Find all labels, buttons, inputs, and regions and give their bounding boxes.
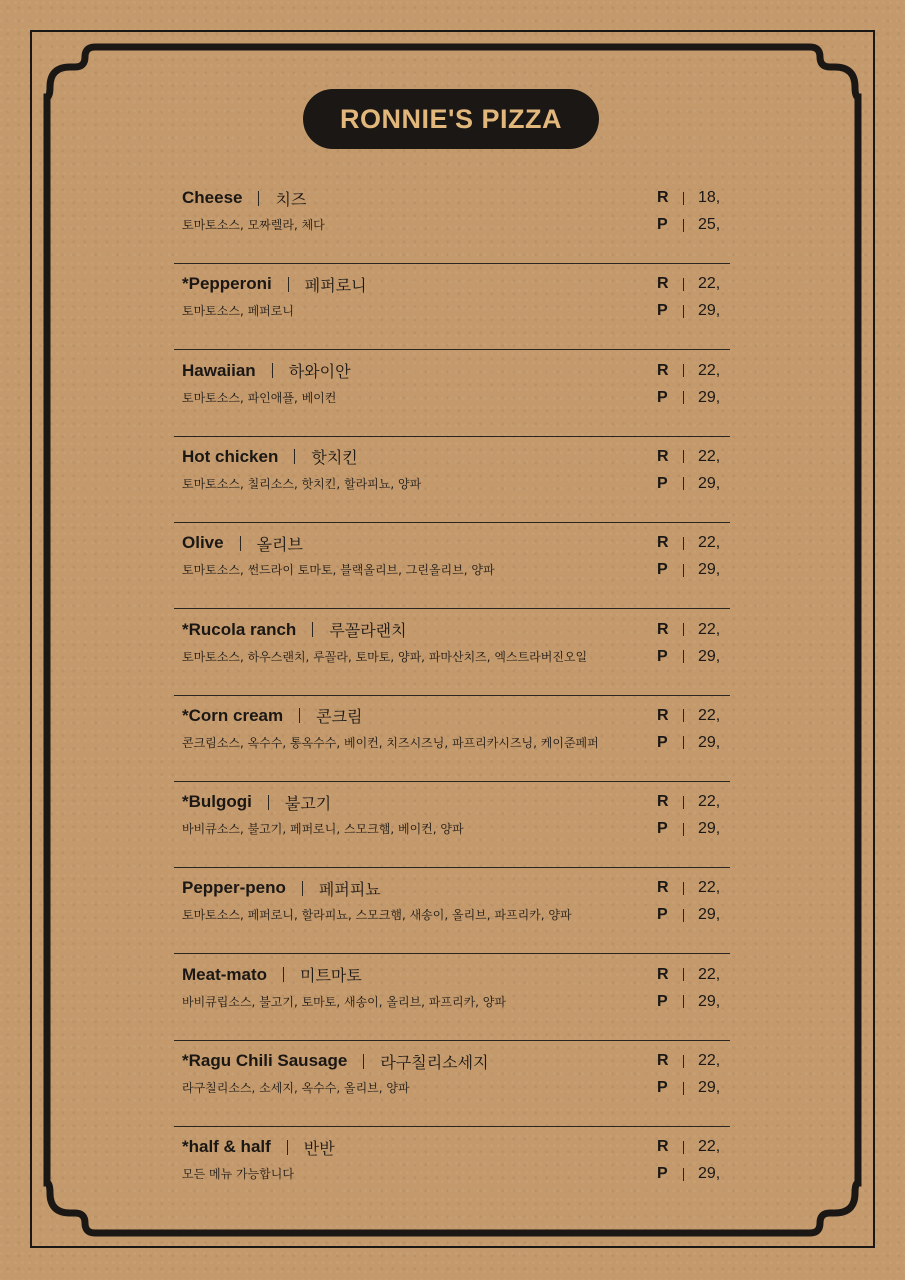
size-label-regular: R (657, 1138, 669, 1156)
price-divider (683, 278, 684, 291)
name-divider (283, 967, 284, 982)
item-name-en: Cheese (182, 188, 243, 207)
price-divider (683, 537, 684, 550)
item-name-ko: 라구칠리소세지 (380, 1052, 489, 1072)
item-name-en: *half & half (182, 1137, 271, 1157)
price-value: 22, (698, 361, 721, 379)
price-value: 22, (698, 620, 721, 638)
title-banner (303, 89, 599, 149)
price-divider (683, 968, 684, 981)
regular-price (657, 877, 730, 899)
price-value: 22, (698, 879, 721, 897)
personal-price (657, 991, 730, 1013)
item-description: 토마토소스, 썬드라이 토마토, 블랙올리브, 그린올리브, 양파 (182, 563, 495, 578)
personal-price (657, 646, 730, 668)
name-divider (240, 536, 241, 551)
price-divider (683, 564, 684, 577)
regular-price (657, 446, 730, 468)
price-divider (683, 823, 684, 836)
item-name-ko: 콘크림 (316, 707, 363, 727)
item-name-en: *Rucola ranch (182, 619, 297, 639)
name-divider (363, 1054, 364, 1069)
item-name-en: Olive (182, 533, 224, 553)
menu-item (178, 351, 730, 437)
price-divider (683, 1141, 684, 1154)
item-name-row (182, 446, 358, 468)
size-label-personal: P (657, 1165, 668, 1183)
price-value: 22, (698, 965, 721, 983)
size-label-personal: P (657, 992, 668, 1010)
price-value: 29, (698, 906, 721, 924)
menu-item (178, 955, 730, 1041)
item-description: 토마토소스, 칠리소스, 핫치킨, 할라피뇨, 양파 (182, 476, 422, 491)
name-divider (299, 708, 300, 723)
menu-item (178, 437, 730, 523)
item-name-ko: 루꼴라랜치 (329, 621, 407, 640)
regular-price (657, 273, 730, 295)
price-divider (683, 192, 684, 205)
item-name-ko: 페퍼피뇨 (318, 879, 381, 899)
item-name-row (182, 705, 362, 727)
item-description: 토마토소스, 파인애플, 베이컨 (182, 390, 337, 405)
price-value: 25, (698, 216, 721, 233)
item-description: 모든 메뉴 가능합니다 (182, 1167, 294, 1182)
name-divider (312, 622, 313, 637)
price-value: 29, (698, 302, 721, 320)
price-divider (683, 623, 684, 636)
name-divider (272, 363, 273, 378)
price-divider (683, 305, 684, 318)
item-name-en: *Ragu Chili Sausage (182, 1051, 348, 1070)
size-label-regular: R (657, 706, 669, 724)
size-label-personal: P (657, 474, 668, 492)
regular-price (657, 964, 730, 986)
item-name-row (182, 360, 351, 382)
menu-item (178, 523, 730, 609)
size-label-regular: R (657, 447, 669, 465)
menu-item (178, 610, 730, 696)
menu-item (178, 1041, 730, 1127)
item-name-ko: 페퍼로니 (304, 275, 367, 295)
price-divider (683, 796, 684, 809)
price-value: 22, (698, 275, 721, 293)
size-label-regular: R (657, 793, 669, 811)
price-divider (683, 882, 684, 895)
regular-price (657, 1136, 730, 1158)
item-name-row (182, 273, 367, 295)
item-name-ko: 불고기 (284, 793, 332, 813)
item-name-en: Pepper-peno (182, 878, 286, 898)
price-value: 29, (698, 388, 721, 406)
name-divider (288, 277, 289, 292)
price-divider (683, 709, 684, 722)
item-name-en: *Corn cream (182, 705, 284, 725)
price-divider (683, 909, 684, 922)
item-description: 토마토소스, 하우스랜치, 루꼴라, 토마토, 양파, 파마산치즈, 엑스트라버진오일 (182, 649, 588, 664)
menu-item (178, 1127, 730, 1213)
size-label-personal: P (657, 302, 668, 320)
name-divider (268, 795, 269, 810)
item-name-en: *Bulgogi (182, 792, 252, 812)
price-value: 22, (698, 1138, 721, 1156)
price-value: 18, (698, 189, 721, 206)
item-name-ko: 치즈 (275, 189, 307, 209)
size-label-personal: P (657, 388, 668, 406)
item-name-row (182, 532, 303, 554)
menu-item (178, 868, 730, 954)
price-value: 29, (698, 1165, 721, 1183)
size-label-regular: R (657, 189, 669, 206)
item-name-row (182, 964, 362, 986)
item-name-en: Hot chicken (182, 446, 279, 466)
size-label-personal: P (657, 733, 668, 751)
item-name-en: Meat-mato (182, 964, 268, 984)
price-divider (683, 364, 684, 377)
item-name-row (182, 1050, 489, 1072)
price-value: 29, (698, 647, 721, 665)
item-name-ko: 핫치킨 (311, 448, 358, 468)
price-divider (683, 477, 684, 490)
price-divider (683, 650, 684, 663)
menu-item (178, 264, 730, 350)
personal-price (657, 818, 730, 840)
price-divider (683, 1082, 684, 1095)
price-value: 29, (698, 820, 721, 838)
size-label-regular: R (657, 879, 669, 897)
size-label-regular: R (657, 534, 669, 552)
size-label-regular: R (657, 965, 669, 983)
personal-price (657, 732, 730, 754)
item-name-en: Hawaiian (182, 360, 256, 380)
price-value: 22, (698, 1052, 721, 1069)
menu-item (178, 782, 730, 868)
item-name-row (182, 791, 331, 813)
name-divider (302, 881, 303, 896)
size-label-personal: P (657, 906, 668, 924)
personal-price (657, 559, 730, 581)
price-divider (683, 450, 684, 463)
price-value: 29, (698, 561, 721, 579)
price-value: 29, (698, 474, 721, 492)
personal-price (657, 1077, 730, 1099)
regular-price (657, 187, 730, 209)
name-divider (294, 449, 295, 464)
personal-price (657, 1163, 730, 1185)
price-divider (683, 1055, 684, 1068)
item-description: 토마토소스, 모짜렐라, 체다 (182, 218, 325, 232)
item-name-row (182, 1136, 335, 1158)
personal-price (657, 300, 730, 322)
menu-item (178, 696, 730, 782)
menu-item (178, 178, 730, 264)
item-description: 바비큐립소스, 불고기, 토마토, 새송이, 올리브, 파프리카, 양파 (182, 994, 506, 1009)
name-divider (258, 191, 259, 206)
regular-price (657, 791, 730, 813)
item-description: 토마토소스, 페퍼로니 (182, 304, 294, 319)
personal-price (657, 904, 730, 926)
size-label-regular: R (657, 361, 669, 379)
regular-price (657, 1050, 730, 1072)
price-divider (683, 1168, 684, 1181)
price-divider (683, 736, 684, 749)
name-divider (287, 1140, 288, 1155)
regular-price (657, 360, 730, 382)
item-description: 콘크림소스, 옥수수, 통옥수수, 베이컨, 치즈시즈닝, 파프리카시즈닝, 케이준페퍼 (182, 735, 599, 750)
price-value: 29, (698, 992, 721, 1010)
price-divider (683, 995, 684, 1008)
price-value: 29, (698, 1079, 721, 1096)
regular-price (657, 532, 730, 554)
personal-price (657, 214, 730, 236)
price-value: 22, (698, 534, 721, 552)
item-name-ko: 하와이안 (288, 362, 351, 382)
price-value: 29, (698, 733, 721, 751)
size-label-regular: R (657, 1052, 669, 1069)
item-name-ko: 올리브 (256, 534, 303, 554)
size-label-personal: P (657, 820, 668, 838)
item-name-row (182, 187, 306, 209)
price-divider (683, 391, 684, 404)
size-label-personal: P (657, 1079, 668, 1096)
personal-price (657, 473, 730, 495)
size-label-personal: P (657, 216, 668, 233)
price-value: 22, (698, 793, 721, 811)
price-value: 22, (698, 706, 721, 724)
regular-price (657, 619, 730, 641)
page-title: RONNIE'S PIZZA (340, 103, 562, 134)
item-name-row (182, 619, 407, 641)
price-value: 22, (698, 447, 721, 465)
item-description: 토마토소스, 페퍼로니, 할라피뇨, 스모크햄, 새송이, 올리브, 파프리카, 양파 (182, 908, 572, 923)
size-label-personal: P (657, 647, 668, 665)
item-description: 라구칠리소스, 소세지, 옥수수, 올리브, 양파 (182, 1081, 410, 1095)
item-description: 바비큐소스, 불고기, 페퍼로니, 스모크햄, 베이컨, 양파 (182, 822, 464, 837)
personal-price (657, 387, 730, 409)
item-name-ko: 반반 (303, 1138, 335, 1158)
item-name-row (182, 877, 381, 899)
size-label-personal: P (657, 561, 668, 579)
item-name-ko: 미트마토 (300, 966, 362, 986)
price-divider (683, 219, 684, 232)
size-label-regular: R (657, 275, 669, 293)
regular-price (657, 705, 730, 727)
item-name-en: *Pepperoni (182, 274, 272, 294)
size-label-regular: R (657, 620, 669, 638)
